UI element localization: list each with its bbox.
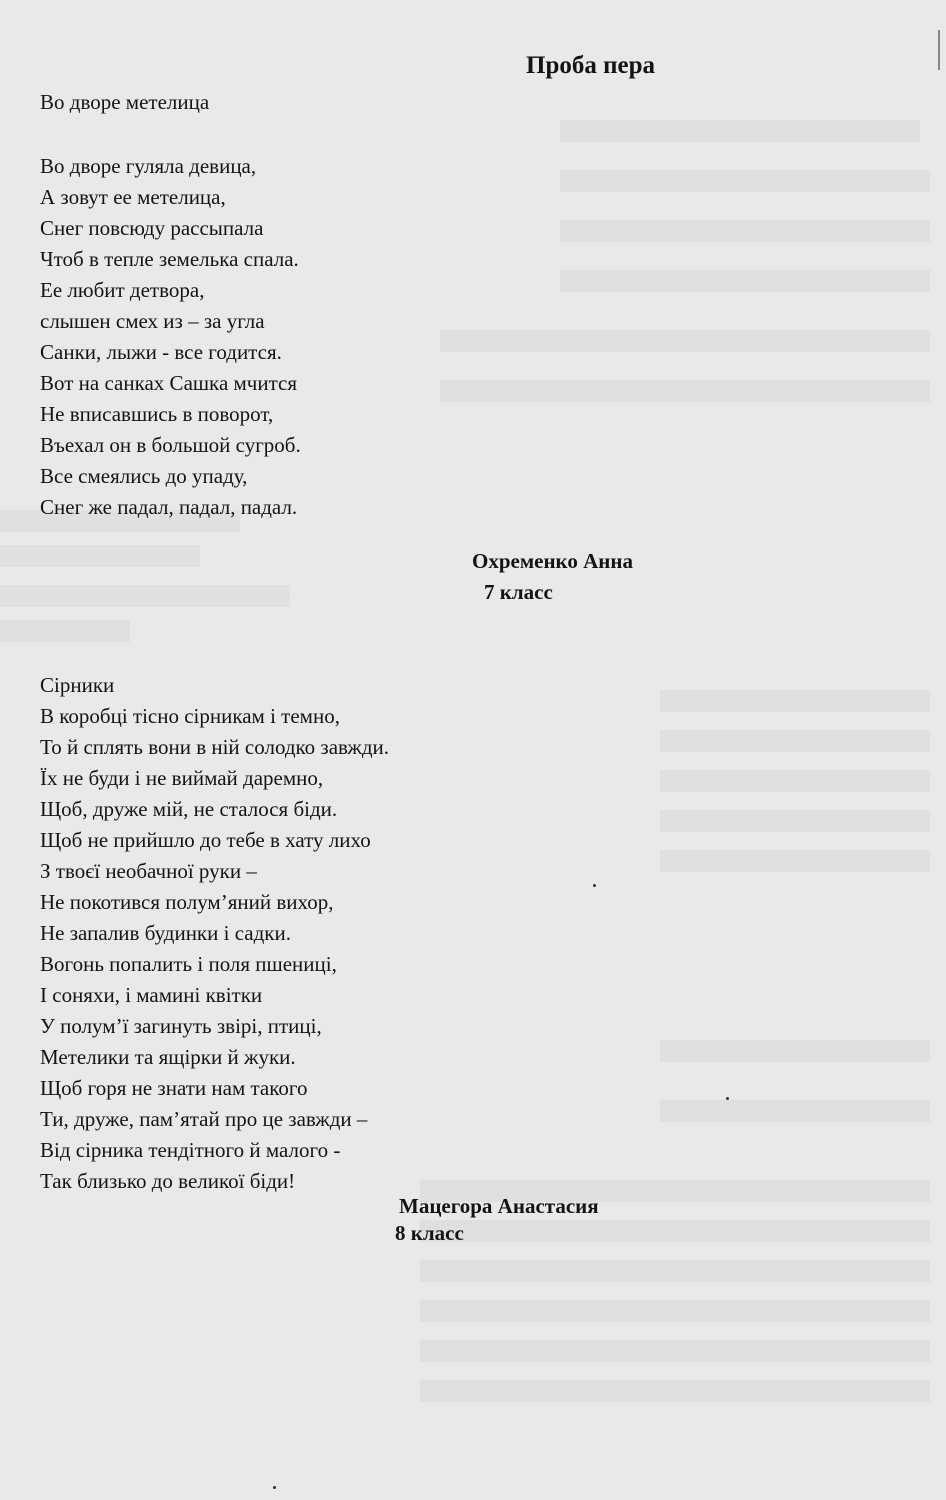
poem-line: З твоєї необачної руки – — [40, 859, 257, 883]
poem-title: Во дворе метелица — [40, 90, 210, 114]
poem-line: Не вписавшись в поворот, — [40, 402, 274, 426]
poem-line: Ее любит детвора, — [40, 278, 205, 302]
poem-line: Метелики та ящірки й жуки. — [40, 1045, 296, 1069]
page-edge-mark — [938, 30, 940, 70]
poem-line: Вогонь попалить і поля пшениці, — [40, 952, 337, 976]
poem-line: Въехал он в большой сугроб. — [40, 433, 301, 457]
poem-author: Охременко Анна — [472, 549, 633, 573]
poem-author: Мацегора Анастасия — [399, 1194, 599, 1218]
poem-line: Снег же падал, падал, падал. — [40, 495, 298, 519]
poem-line: Чтоб в тепле земелька спала. — [40, 247, 299, 271]
poem-grade: 8 класс — [395, 1221, 464, 1245]
poem-line: А зовут ее метелица, — [40, 185, 226, 209]
poem-line: Щоб горя не знати нам такого — [40, 1076, 308, 1100]
poem-title: Сірники — [40, 673, 115, 697]
poem-line: Так близько до великої біди! — [40, 1169, 296, 1193]
poem-line: Щоб не прийшло до тебе в хату лихо — [40, 828, 371, 852]
poem-line: Снег повсюду рассыпала — [40, 216, 264, 240]
poem-line: Не покотився полум’яний вихор, — [40, 890, 334, 914]
poem-line: Від сірника тендітного й малого - — [40, 1138, 341, 1162]
print-speck — [726, 1097, 729, 1100]
poem-line: Санки, лыжи - все годится. — [40, 340, 282, 364]
poem-line: слышен смех из – за угла — [40, 309, 265, 333]
poem-line: Все смеялись до упаду, — [40, 464, 248, 488]
poem-line: Щоб, друже мій, не сталося біди. — [40, 797, 338, 821]
poem-line: Не запалив будинки і садки. — [40, 921, 291, 945]
poem-line: Во дворе гуляла девица, — [40, 154, 257, 178]
page-title: Проба пера — [526, 52, 656, 79]
poem-line: Їх не буди і не виймай даремно, — [40, 766, 324, 790]
poem-line: І соняхи, і мамині квітки — [40, 983, 263, 1007]
poem-line: У полум’ї загинуть звірі, птиці, — [40, 1014, 322, 1038]
poem-line: Вот на санках Сашка мчится — [40, 371, 298, 395]
print-speck — [273, 1486, 276, 1489]
print-speck — [593, 884, 596, 887]
poem-line: В коробці тісно сірникам і темно, — [40, 704, 340, 728]
poem-grade: 7 класс — [484, 580, 553, 604]
poem-line: То й сплять вони в ній солодко завжди. — [40, 735, 390, 759]
poem-line: Ти, друже, пам’ятай про це завжди – — [40, 1107, 368, 1131]
